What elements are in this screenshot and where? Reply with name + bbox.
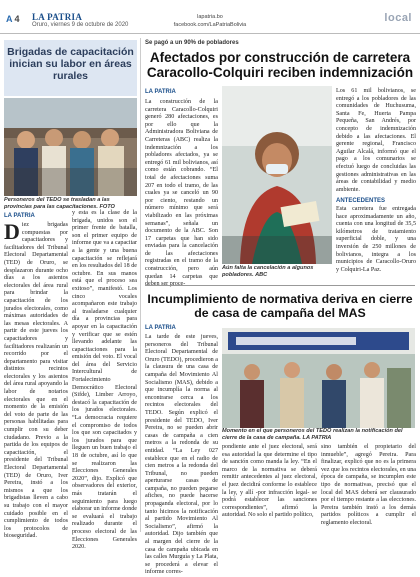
left-byline: LA PATRIA <box>4 213 35 219</box>
edition-date: Oruro, viernes 9 de octubre de 2020 <box>32 22 129 28</box>
header-links <box>150 13 270 29</box>
second-story-col2: pondiente ante el juez electoral, será esa autoridad la que determine el tipo de sanción como manda la ley. “En el marco de la normativa se deberá remitir antecedentes al juez electoral, el juez decidirá conforme lo establece la ley, y allí -por infracción legal- se podrá establecer las sanciones correspondientes”, afirmó la autoridad. No solo el partido político, <box>222 444 317 519</box>
column-divider <box>140 38 141 532</box>
top-story-photo-caption: Aún falta la cancelación a algunos pobladores. ABC <box>222 265 314 278</box>
second-story-col3: sino también el propietario del inmueble”, agregó Pereira. Para finalizar, explicó que no es la primera vez que los recintos electorales, en una época de campaña, se incumplen este tipo de normativas, precisó que el local del MAS deberá ser clausurado por el tiempo restante a las elecciones. Pereira también instó a los demás partidos políticos a cumplir el reglamento electoral. <box>321 444 416 526</box>
top-story-col3: Los 61 mil bolivianos, se entregó a los pobladores de las comunidades de Huchusuma, Santa Fe, Huerta Pampa Pequeña, San Andrés, por concepto de indemnización debido a las afectaciones. El gerente regional, Francisco Aguilar Alcalá, informó que el pago a los comunarios se efectuó luego de concluidas las gestiones administrativas en las áreas de contabilidad y medio ambiente. <box>336 88 416 193</box>
top-story-headline: Afectados por construcción de carretera Caracollo-Colquiri reciben indemnización <box>146 50 414 80</box>
left-headline: Brigadas de capacitación inician su labor en áreas rurales <box>7 46 134 82</box>
top-story-photo <box>222 86 332 264</box>
second-story-col1: La tarde de este jueves, personeros del Tribunal Electoral Departamental de Oruro (TEDO), procedieron a la clausura de una casa de campaña del Movimiento Al Socialismo (MAS), debido a que incumplía la norma al encontrarse cerca a los recintos electorales del TEDO. Según explicó el presidente del TEDO, Iver Pereira, no se pueden abrir casas de campaña a cien metros a la redonda de su entidad. “La Ley 027 establece que en el radio de cien metros a la redonda del Tribunal, no pueden aperturarse casas de campaña, no pueden pegarse afiches, no puede hacerse propaganda electoral, por lo tanto hicimos la notificación al partido Movimiento Al Socialismo”, afirmó la autoridad. Dijo también que al margen del cierre de la casa de campaña ubicada en las calles Murguía y La Plata, se procederá a elevar el informe corres- <box>145 334 218 576</box>
facebook-link[interactable]: facebook.com/LaPatriaBolivia <box>173 22 247 28</box>
second-story-headline: Incumplimiento de normativa deriva en cierre de casa de campaña del MAS <box>145 285 415 320</box>
second-story-byline: LA PATRIA <box>145 325 176 331</box>
left-body-col2: y esta es la clase de la brigada, unidos son el primer frente de batalla, son el primer equipo de informe que va a capacitar a la gente y una buena capacitación se reflejará en los resultados del 18 de octubre. En sus manos está que el proceso sea exitoso”, manifestó. Los cinco vocales acompañaron este trabajo al trasladarse cualquier día a provincias para apoyar en la capacitación y verificar que se estén llevando adelante las capacitaciones para la emisión del voto. El vocal del área del Servicio Intercultural de Fortalecimiento Democrático Electoral (Sifde), Limber Arroyo, destacó la capacitación de los jurados electorales. “La democracia requiere el compromiso de todos los que son capacitados y los jurados para que lleguen un buen trabajo el 18 de octubre, así lo que se realizaron las Elecciones Generales 2020”, dijo. Explicó que observadores del exterior, más tratarán el seguimiento para luego elaborar un informe donde se evaluará el trabajo realizado durante el proceso electoral de las Elecciones Generales 2020. <box>72 210 137 551</box>
web-link[interactable]: lapatria.bo <box>197 14 223 20</box>
top-story-kicker: Se pagó a un 90% de pobladores <box>145 40 239 46</box>
page-number: A 4 <box>6 14 20 24</box>
masthead: LA PATRIA <box>32 12 83 22</box>
left-photo <box>4 98 137 196</box>
top-story-subhead: ANTECEDENTES <box>336 198 386 204</box>
section-label: local <box>384 12 412 24</box>
second-story-photo <box>222 328 415 428</box>
second-story-photo-caption: Momento en el que personeros del TEDO realizan la notificación del cierre de la casa de campaña. LA PATRIA <box>222 428 403 441</box>
top-story-byline: LA PATRIA <box>145 89 176 95</box>
left-photo-caption: Personeros del TEDO se trasladan a las provincias para las capacitaciones. FOTO <box>4 197 115 210</box>
top-story-col1: La construcción de la carretera Caracollo-Colquiri generó 280 afectaciones, es por ello que la Administradora Boliviana de Carreteras (ABC) realiza la indemnización a los pobladores afectados, ya se entregó 61 mil bolivianos, así como están cobrando. “El total de afectaciones suma 207 en todo el tramo, de las cuales ya se canceló un 90 por ciento, restando un número mínimo que será viabilizado en las próximas semanas”, señala un documento de la ABC. Son 17 carpetas que han sido enviadas para la cancelación de las afectaciones registradas en el tramo de la construcción, pero aún quedan 14 carpetas que deben ser proce- <box>145 99 218 288</box>
left-body-col1: Diez brigadas compuestas por capacitadores y facilitadores del Tribunal Electoral Departamental (TED) de Oruro, se desplazaron durante ocho días a los asientos electorales del área rural para brindar la capacitación de los jurados electorales, como máximas autoridades de las mesas electorales. A partir de este jueves los capacitadores y facilitadores realizarán un recorrido por el departamento para visitar distintos recintos electorales y los asientos del área rural apoyando la labor de notarios electorales que en el momento de la emisión del voto de parte de las personas habilitadas para cumplir con su deber ciudadano. Previo a la partida de los equipos de capacitación, el presidente del Tribunal Electoral Departamental (TED) de Oruro, Iver Pereira, instó a los mismos a que los brigadistas lleven a cabo su trabajo con el mayor cuidado posible en el cumplimiento de todos los protocolos de bioseguridad. <box>4 219 68 540</box>
top-story-col3b: Esta carretera fue entregada hace aproximadamente un año, cuenta con una longitud de 35,5 kilómetros de tratamiento superficial doble, y una inversión de 250 millones de bolivianos, integra a los municipios de Caracollo-Oruro y Colquiri-La Paz. <box>336 206 416 273</box>
drop-cap: D <box>4 219 20 244</box>
